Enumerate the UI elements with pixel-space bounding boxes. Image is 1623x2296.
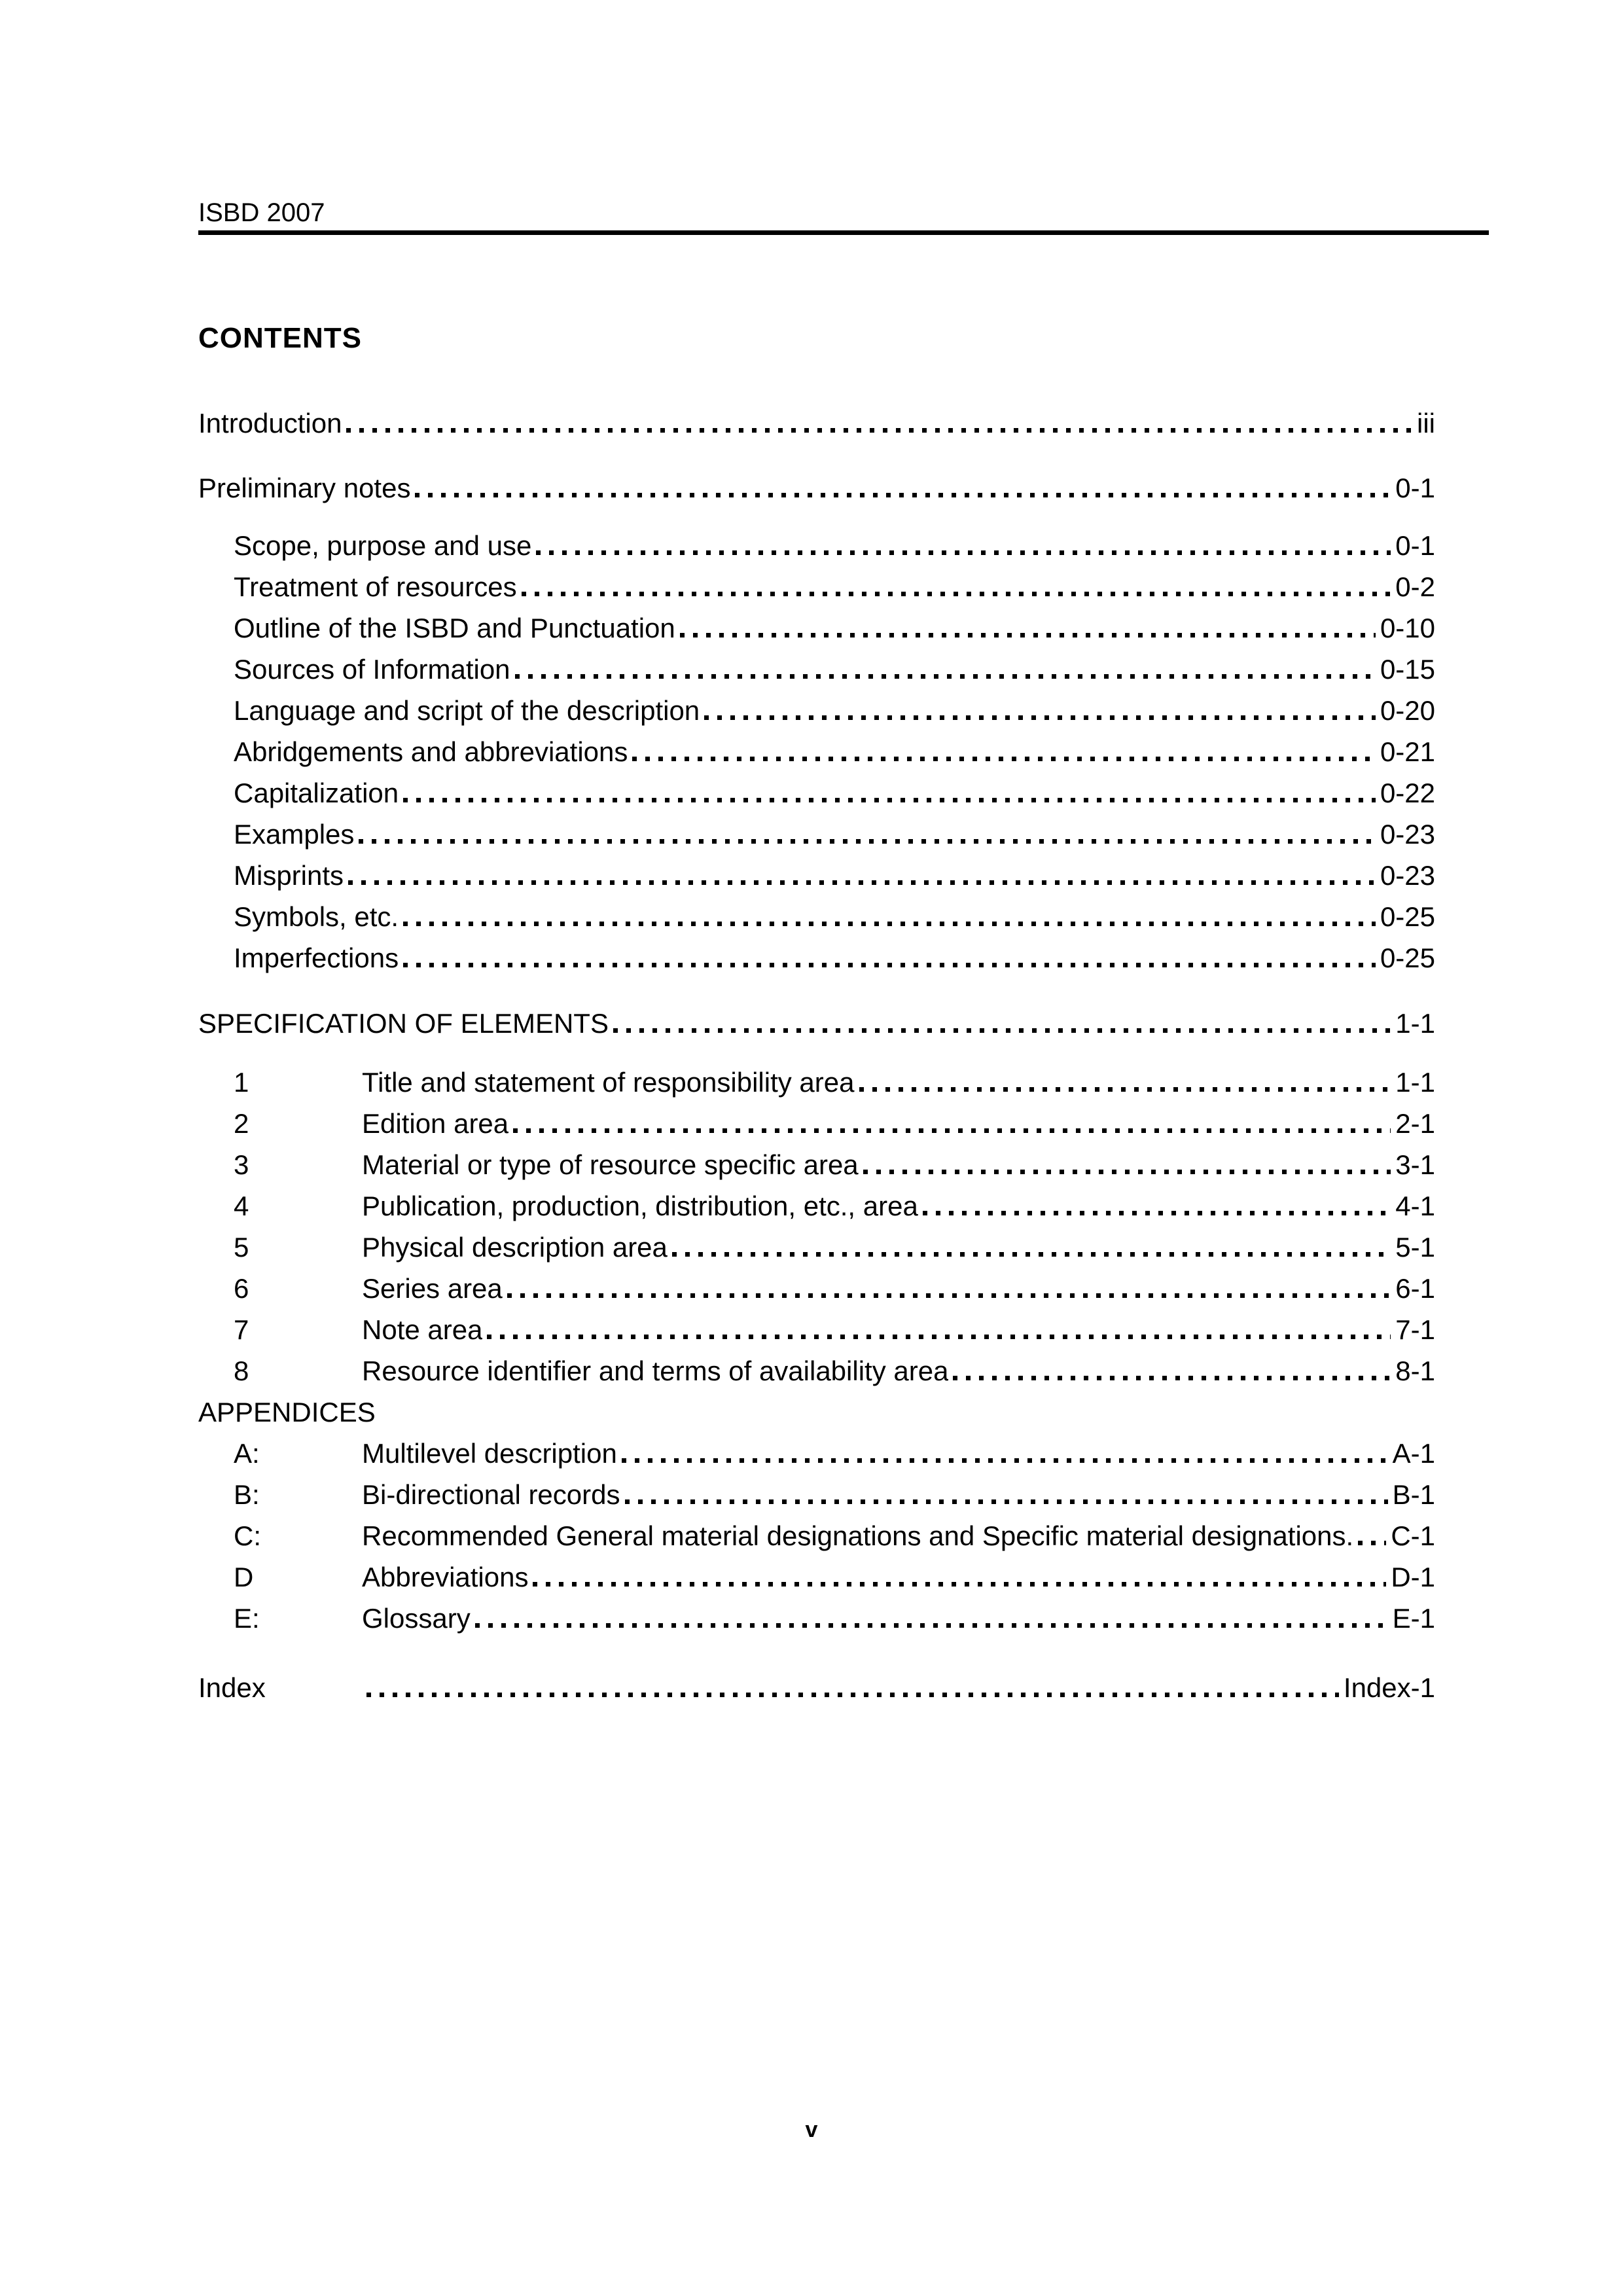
toc-row-area-8	[198, 1350, 1435, 1391]
toc-row-appendix-b	[198, 1474, 1435, 1515]
dot-leader	[346, 428, 1412, 433]
toc-entry-page: 0-10	[1380, 613, 1435, 643]
toc-row-preliminary-notes	[198, 467, 1435, 509]
toc-row-appendix-e	[198, 1598, 1435, 1639]
dot-leader	[348, 880, 1376, 885]
toc-entry-title: Material or type of resource specific area	[362, 1149, 859, 1180]
toc-entry-page: 0-15	[1380, 654, 1435, 685]
toc-entry-page: 7-1	[1395, 1314, 1435, 1345]
toc-entry-title: Imperfections	[234, 942, 399, 973]
toc-row-appendix-a	[198, 1433, 1435, 1474]
toc-row-sources-of-information	[198, 649, 1435, 690]
toc-row-area-6	[198, 1268, 1435, 1309]
toc-entry-page: 0-1	[1395, 473, 1435, 503]
toc-row-treatment-of-resources	[198, 566, 1435, 607]
toc-entry-number: 3	[234, 1149, 249, 1180]
toc-row-area-3	[198, 1144, 1435, 1185]
toc-row-imperfections	[198, 937, 1435, 978]
dot-leader	[632, 757, 1376, 761]
toc-entry-page: 0-23	[1380, 819, 1435, 850]
toc-entry-title: Abridgements and abbreviations	[234, 736, 628, 767]
dot-leader	[403, 798, 1376, 802]
toc-entry-title: Capitalization	[234, 778, 399, 808]
dot-leader	[415, 493, 1391, 497]
dot-leader	[953, 1376, 1391, 1380]
toc-entry-title: Misprints	[234, 860, 344, 891]
toc-entry-page: B-1	[1392, 1479, 1435, 1510]
toc-entry-title: Glossary	[362, 1603, 471, 1634]
toc-entry-title: Publication, production, distribution, etc., area	[362, 1191, 918, 1221]
toc-row-area-7	[198, 1309, 1435, 1350]
toc-entry-page: 0-21	[1380, 736, 1435, 767]
toc-row-symbols-etc	[198, 896, 1435, 937]
toc-row-appendices-heading	[198, 1391, 1435, 1433]
toc-entry-title: Symbols, etc.	[234, 901, 399, 932]
toc-entry-title: Title and statement of responsibility area	[362, 1067, 855, 1098]
toc-entry-number: 7	[234, 1314, 249, 1345]
toc-entry-number: 5	[234, 1232, 249, 1263]
toc-entry-title: Multilevel description	[362, 1438, 617, 1469]
toc-row-appendix-d	[198, 1556, 1435, 1598]
toc-row-specification-of-elements	[198, 1003, 1435, 1044]
toc-row-index	[198, 1667, 1435, 1708]
dot-leader	[403, 963, 1376, 967]
dot-leader	[366, 1693, 1339, 1697]
toc-entry-number: 1	[234, 1067, 249, 1098]
toc-entry-page: 0-23	[1380, 860, 1435, 891]
toc-entry-page: 1-1	[1395, 1008, 1435, 1039]
toc-entry-page: 6-1	[1395, 1273, 1435, 1304]
content-area	[198, 196, 1435, 1708]
toc-entry-title: Bi-directional records	[362, 1479, 620, 1510]
toc-entry-title: Index	[198, 1672, 266, 1703]
toc-entry-number: 4	[234, 1191, 249, 1221]
toc-entry-number: E:	[234, 1603, 260, 1634]
toc-entry-number: C:	[234, 1520, 261, 1551]
toc-entry-number: 2	[234, 1108, 249, 1139]
dot-leader	[515, 674, 1376, 679]
dot-leader	[704, 715, 1376, 720]
toc-row-area-5	[198, 1227, 1435, 1268]
toc-entry-page: 0-25	[1380, 901, 1435, 932]
toc-row-appendix-c	[198, 1515, 1435, 1556]
toc-entry-title: Preliminary notes	[198, 473, 411, 503]
dot-leader	[522, 592, 1391, 596]
toc-entry-page: C-1	[1391, 1520, 1435, 1551]
dot-leader	[625, 1499, 1388, 1504]
toc-entry-title: Treatment of resources	[234, 571, 517, 602]
dot-leader	[1358, 1541, 1386, 1545]
toc-entry-title: Sources of Information	[234, 654, 510, 685]
toc-entry-page: 2-1	[1395, 1108, 1435, 1139]
toc-entry-title: Examples	[234, 819, 355, 850]
toc-entry-title: Outline of the ISBD and Punctuation	[234, 613, 675, 643]
toc-entry-page: 0-1	[1395, 530, 1435, 561]
toc-entry-page: E-1	[1392, 1603, 1435, 1634]
toc-row-abridgements-and-abbreviations	[198, 731, 1435, 772]
toc-entry-page: 0-25	[1380, 942, 1435, 973]
toc-entry-title: Edition area	[362, 1108, 509, 1139]
dot-leader	[487, 1335, 1391, 1339]
toc-entry-page: 0-22	[1380, 778, 1435, 808]
toc-entry-title: Physical description area	[362, 1232, 668, 1263]
toc-entry-number: D	[234, 1562, 254, 1592]
toc-entry-title: Introduction	[198, 408, 342, 439]
dot-leader	[359, 839, 1376, 844]
dot-leader	[475, 1623, 1388, 1628]
dot-leader	[403, 922, 1376, 926]
dot-leader	[923, 1211, 1391, 1215]
dot-leader	[859, 1087, 1391, 1092]
header-rule	[198, 230, 1489, 235]
toc-row-capitalization	[198, 772, 1435, 814]
toc-entry-number: 8	[234, 1355, 249, 1386]
toc-row-area-1	[198, 1062, 1435, 1103]
toc-entry-page: 8-1	[1395, 1355, 1435, 1386]
toc-entry-title: Abbreviations	[362, 1562, 529, 1592]
toc-entry-number: B:	[234, 1479, 260, 1510]
dot-leader	[507, 1293, 1391, 1298]
toc-entry-page: 5-1	[1395, 1232, 1435, 1263]
toc-entry-page: 3-1	[1395, 1149, 1435, 1180]
toc-entry-page: iii	[1417, 408, 1435, 439]
toc-row-misprints	[198, 855, 1435, 896]
toc-entry-title: APPENDICES	[198, 1397, 376, 1427]
dot-leader	[672, 1252, 1391, 1257]
toc-entry-title: Language and script of the description	[234, 695, 700, 726]
toc-entry-page: A-1	[1392, 1438, 1435, 1469]
dot-leader	[613, 1028, 1391, 1033]
toc-row-examples	[198, 814, 1435, 855]
toc-entry-page: 4-1	[1395, 1191, 1435, 1221]
dot-leader	[536, 550, 1391, 555]
toc-entry-title: Resource identifier and terms of availability area	[362, 1355, 949, 1386]
toc-entry-page: 0-2	[1395, 571, 1435, 602]
toc-entry-page: 0-20	[1380, 695, 1435, 726]
toc-row-outline-of-isbd-and-punctuation	[198, 607, 1435, 649]
page-number: v	[805, 2117, 818, 2142]
toc-row-introduction	[198, 403, 1435, 444]
toc-row-area-2	[198, 1103, 1435, 1144]
toc-entry-title: Series area	[362, 1273, 503, 1304]
toc-entry-title: SPECIFICATION OF ELEMENTS	[198, 1008, 609, 1039]
dot-leader	[533, 1582, 1386, 1587]
dot-leader	[863, 1170, 1391, 1174]
toc-entry-page: 1-1	[1395, 1067, 1435, 1098]
toc-entry-page: D-1	[1391, 1562, 1435, 1592]
page-title: CONTENTS	[198, 322, 362, 354]
toc-entry-number: 6	[234, 1273, 249, 1304]
running-header: ISBD 2007	[198, 198, 325, 227]
table-of-contents	[198, 403, 1435, 1708]
dot-leader	[513, 1128, 1391, 1133]
dot-leader	[622, 1458, 1388, 1463]
toc-entry-title: Note area	[362, 1314, 483, 1345]
toc-entry-page: Index-1	[1343, 1672, 1435, 1703]
toc-entry-title: Recommended General material designations and Specific material designations.	[362, 1520, 1354, 1551]
toc-entry-title: Scope, purpose and use	[234, 530, 532, 561]
toc-row-language-and-script	[198, 690, 1435, 731]
toc-entry-number: A:	[234, 1438, 260, 1469]
toc-row-scope-purpose-and-use	[198, 525, 1435, 566]
dot-leader	[680, 633, 1376, 637]
toc-row-area-4	[198, 1185, 1435, 1227]
